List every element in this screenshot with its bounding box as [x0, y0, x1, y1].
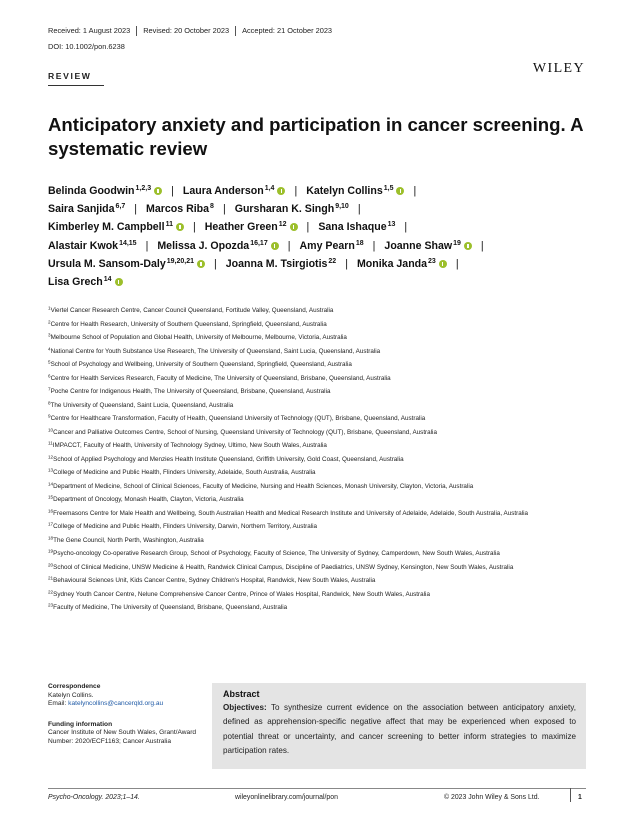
footer-journal: Psycho-Oncology. 2023;1–14. — [48, 794, 140, 801]
affiliation — [48, 429, 593, 436]
affiliation-number: 6 — [48, 373, 51, 378]
author[interactable] — [384, 240, 472, 252]
abstract-heading: Abstract — [223, 689, 260, 699]
affiliation-list — [48, 307, 593, 618]
abstract-box — [212, 683, 586, 769]
affiliation-text: School of Clinical Medicine, UNSW Medicine & Health, Randwick Clinical Campus, Discipline of Paediatrics, UNSW Sydney, Kensington, New South Wales, Australia — [53, 563, 514, 571]
author-list — [48, 182, 608, 291]
author-affiliation-numbers: 18 — [355, 239, 364, 247]
author-line — [48, 237, 608, 255]
affiliation — [48, 402, 593, 409]
orcid-icon[interactable] — [439, 260, 447, 268]
affiliation-text: Faculty of Medicine, The University of Queensland, Brisbane, Queensland, Australia — [53, 604, 288, 611]
author[interactable] — [48, 276, 123, 288]
author-separator: | — [294, 185, 298, 197]
author-line — [48, 255, 608, 273]
affiliation — [48, 591, 593, 598]
doi[interactable]: DOI: 10.1002/pon.6238 — [48, 42, 125, 51]
author-name: Katelyn Collins — [306, 185, 383, 197]
author-name: Alastair Kwok — [48, 239, 119, 252]
affiliation-text: College of Medicine and Public Health, Flinders University, Adelaide, South Australia, Australia — [53, 469, 316, 476]
author-name: Kimberley M. Campbell — [48, 221, 165, 234]
affiliation-text: School of Psychology and Wellbeing, University of Southern Queensland, Springfield, Queensland, Australia — [50, 361, 352, 368]
author-name: Melissa J. Opozda — [157, 239, 250, 252]
affiliation — [48, 469, 593, 476]
author-separator: | — [145, 239, 149, 252]
author-affiliation-numbers: 12 — [278, 221, 287, 229]
email-link[interactable]: katelyncollins@cancerqld.org.au — [68, 700, 164, 708]
affiliation-text: Centre for Healthcare Transformation, Faculty of Health, Queensland University of Technology (QUT), Brisbane, Queensland, Australia — [50, 415, 426, 422]
affiliation-number: 20 — [48, 562, 54, 567]
footer-divider — [48, 788, 586, 789]
affiliation — [48, 496, 593, 503]
author[interactable] — [48, 203, 125, 215]
author[interactable] — [48, 221, 184, 233]
author-line — [48, 200, 608, 218]
footer-page-divider — [570, 788, 571, 802]
funding-text: Cancer Institute of New South Wales, Grant/Award Number: 2020/ECF1163; Cancer Australia — [48, 729, 197, 745]
affiliation — [48, 456, 593, 463]
author-name: Saira Sanjida — [48, 203, 115, 216]
affiliation-text: College of Medicine and Public Health, Flinders University, Darwin, Northern Territory, Australia — [53, 523, 318, 530]
article-title: Anticipatory anxiety and participation in cancer screening. A systematic review — [48, 114, 583, 159]
author-name: Marcos Riba — [146, 203, 210, 216]
affiliation — [48, 537, 593, 544]
author[interactable] — [48, 240, 137, 252]
affiliation — [48, 321, 593, 328]
author-name: Laura Anderson — [182, 185, 264, 197]
affiliation-number: 18 — [48, 535, 54, 540]
affiliation — [48, 523, 593, 530]
author-separator: | — [480, 239, 484, 252]
orcid-icon[interactable] — [464, 242, 472, 250]
affiliation — [48, 510, 593, 517]
author[interactable] — [157, 240, 278, 252]
affiliation-number: 10 — [48, 427, 54, 432]
correspondence-block — [48, 683, 203, 747]
author-line — [48, 218, 608, 236]
email-label: Email: — [48, 700, 69, 708]
author[interactable] — [357, 258, 447, 270]
author-separator: | — [171, 185, 174, 197]
affiliation-number: 12 — [48, 454, 54, 459]
author-name: Sana Ishaque — [318, 221, 387, 234]
affiliation-text: Psycho-oncology Co-operative Research Group, School of Psychology, Faculty of Science, The University of Sydney, Camperdown, New South Wales, Australia — [53, 550, 500, 557]
affiliation-text: Viertel Cancer Research Centre, Cancer Council Queensland, Fortitude Valley, Queensland, Australia — [50, 307, 334, 314]
author-affiliation-numbers: 8 — [210, 203, 214, 211]
affiliation-number: 11 — [48, 440, 53, 446]
author-affiliation-numbers: 14,15 — [119, 239, 137, 247]
author-affiliation-numbers: 16,17 — [250, 239, 268, 247]
author-name: Belinda Goodwin — [48, 185, 135, 197]
affiliation-text: Cancer and Palliative Outcomes Centre, School of Nursing, Queensland University of Technology (QUT), Brisbane, Queensland, Australia — [53, 428, 437, 436]
affiliation-text: School of Applied Psychology and Menzies Health Institute Queensland, Griffith University, Gold Coast, Queensland, Australia — [53, 455, 404, 463]
author-separator: | — [192, 221, 196, 234]
section-label: REVIEW — [48, 71, 92, 81]
affiliation-text: Centre for Health Research, University of Southern Queensland, Springfield, Queensland, Australia — [50, 320, 327, 328]
affiliation-text: Sydney Youth Cancer Centre, Nelune Comprehensive Cancer Centre, Prince of Wales Hospital, Randwick, New South Wales, Australia — [53, 590, 430, 598]
affiliation-number: 16 — [48, 508, 54, 513]
affiliation-number: 3 — [48, 332, 51, 338]
author-affiliation-numbers: 11 — [165, 221, 173, 229]
author-affiliation-numbers: 1,5 — [383, 185, 394, 192]
affiliation-number: 9 — [48, 413, 51, 419]
correspondence-name: Katelyn Collins. — [48, 691, 94, 699]
affiliation — [48, 375, 593, 382]
author-name: Joanna M. Tsirgiotis — [225, 257, 328, 270]
funding-label: Funding information — [48, 720, 113, 728]
affiliation-number: 4 — [48, 346, 51, 351]
objectives-label: Objectives: — [223, 703, 267, 712]
orcid-icon[interactable] — [197, 260, 205, 268]
author[interactable] — [306, 185, 404, 197]
affiliation-number: 17 — [48, 521, 54, 527]
author-line — [48, 182, 608, 200]
affiliation-text: Behavioural Sciences Unit, Kids Cancer Centre, Sydney Children's Hospital, Randwick, New South Wales, Australia — [53, 577, 376, 584]
author-separator: | — [345, 257, 348, 270]
correspondence-email-line — [48, 700, 203, 709]
affiliation — [48, 604, 593, 611]
author-name: Joanne Shaw — [384, 239, 453, 252]
affiliation-text: Department of Oncology, Monash Health, Clayton, Victoria, Australia — [53, 496, 244, 503]
correspondence-label: Correspondence — [48, 683, 101, 690]
author-separator: | — [404, 221, 408, 234]
affiliation-number: 5 — [48, 359, 51, 365]
author-separator: | — [413, 185, 417, 197]
author[interactable] — [205, 221, 298, 233]
affiliation-text: Centre for Health Services Research, Faculty of Medicine, The University of Queensland, Brisbane, Queensland, Australia — [50, 374, 391, 382]
author-affiliation-numbers: 13 — [387, 221, 396, 229]
author-affiliation-numbers: 6,7 — [115, 203, 126, 211]
section-underline — [48, 85, 104, 86]
affiliation-text: Freemasons Centre for Male Health and Wellbeing, South Australian Health and Medical Research Institute and University of Adelaide, Adelaide, South Australia, Australia — [53, 509, 528, 517]
received-date: Received: 1 August 2023 — [48, 26, 131, 35]
affiliation-text: IMPACCT, Faculty of Health, University of Technology Sydney, Ultimo, New South Wales, Australia — [52, 442, 327, 449]
author-separator: | — [306, 221, 310, 234]
author-separator: | — [134, 203, 138, 216]
affiliation-text: Poche Centre for Indigenous Health, The University of Queensland, Brisbane, Queensland, Australia — [50, 388, 331, 395]
affiliation — [48, 334, 593, 341]
author[interactable] — [235, 203, 349, 215]
orcid-icon[interactable] — [176, 223, 184, 231]
orcid-icon[interactable] — [154, 187, 162, 195]
author[interactable] — [226, 258, 336, 270]
author[interactable] — [146, 203, 214, 215]
affiliation — [48, 307, 593, 314]
orcid-icon[interactable] — [271, 242, 279, 250]
author-affiliation-numbers: 19 — [453, 239, 461, 247]
affiliation-number: 21 — [48, 575, 54, 581]
author-line — [48, 273, 608, 291]
affiliation-text: Melbourne School of Population and Global Health, University of Melbourne, Melbourne, Victoria, Australia — [50, 334, 347, 341]
affiliation-number: 15 — [48, 494, 54, 500]
author[interactable] — [300, 240, 364, 252]
affiliation-number: 1 — [48, 305, 51, 311]
article-dates — [48, 26, 338, 36]
author-affiliation-numbers: 22 — [328, 257, 337, 265]
affiliation — [48, 361, 593, 368]
accepted-date: Accepted: 21 October 2023 — [235, 26, 338, 36]
author-separator: | — [455, 257, 459, 270]
author-separator: | — [287, 239, 291, 252]
author-name: Lisa Grech — [48, 276, 103, 289]
affiliation — [48, 483, 593, 490]
affiliation-number: 7 — [48, 386, 51, 392]
objectives-text: To synthesize current evidence on the association between anticipatory anxiety, defined as apprehension-specific negative affect that may be experienced when exposed to potential threat or uncertainty, and cancer screening to better inform strategies to maximize participation rates. — [223, 703, 576, 755]
affiliation-text: The Gene Council, North Perth, Washington, Australia — [53, 536, 204, 544]
orcid-icon[interactable] — [115, 278, 123, 286]
affiliation-number: 13 — [48, 467, 54, 473]
author[interactable] — [183, 185, 286, 197]
author-affiliation-numbers: 9,10 — [335, 203, 349, 211]
author-separator: | — [222, 203, 226, 216]
affiliation — [48, 388, 593, 395]
author-name: Ursula M. Sansom-Daly — [48, 257, 166, 270]
affiliation-number: 14 — [48, 481, 54, 486]
affiliation-text: National Centre for Youth Substance Use Research, The University of Queensland, Saint Lucia, Queensland, Australia — [50, 347, 381, 355]
affiliation-text: The University of Queensland, Saint Lucia, Queensland, Australia — [50, 401, 234, 409]
page-number: 1 — [578, 794, 582, 801]
revised-date: Revised: 20 October 2023 — [136, 26, 235, 36]
author-affiliation-numbers: 23 — [428, 257, 436, 265]
author-affiliation-numbers: 1,2,3 — [135, 185, 152, 192]
affiliation — [48, 442, 593, 449]
author[interactable] — [318, 221, 395, 233]
affiliation — [48, 415, 593, 422]
author-separator: | — [372, 239, 376, 252]
affiliation-number: 8 — [48, 400, 51, 405]
affiliation — [48, 348, 593, 355]
author-separator: | — [214, 257, 217, 270]
affiliation-number: 2 — [48, 319, 51, 324]
orcid-icon[interactable] — [290, 223, 298, 231]
abstract-objectives — [223, 701, 576, 758]
affiliation-text: Department of Medicine, School of Clinical Sciences, Faculty of Medicine, Nursing and Health Sciences, Monash University, Clayton, Victoria, Australia — [53, 482, 474, 490]
footer-copyright: © 2023 John Wiley & Sons Ltd. — [444, 794, 540, 801]
author[interactable] — [48, 258, 205, 270]
author-affiliation-numbers: 14 — [103, 276, 112, 284]
author-name: Monika Janda — [356, 257, 428, 270]
funding-block — [48, 721, 203, 747]
affiliation-number: 23 — [48, 602, 54, 608]
author-affiliation-numbers: 1,4 — [264, 185, 275, 192]
affiliation — [48, 550, 593, 557]
publisher-logo: WILEY — [532, 61, 585, 76]
affiliation — [48, 577, 593, 584]
affiliation-number: 22 — [48, 589, 54, 594]
author-name: Heather Green — [204, 221, 278, 234]
author-name: Gursharan K. Singh — [234, 203, 335, 216]
author-name: Amy Pearn — [299, 239, 355, 252]
author-separator: | — [357, 203, 361, 216]
affiliation-number: 19 — [48, 548, 54, 554]
author[interactable] — [48, 185, 162, 197]
author-affiliation-numbers: 19,20,21 — [166, 257, 194, 265]
footer-url[interactable]: wileyonlinelibrary.com/journal/pon — [235, 794, 338, 801]
affiliation — [48, 564, 593, 571]
